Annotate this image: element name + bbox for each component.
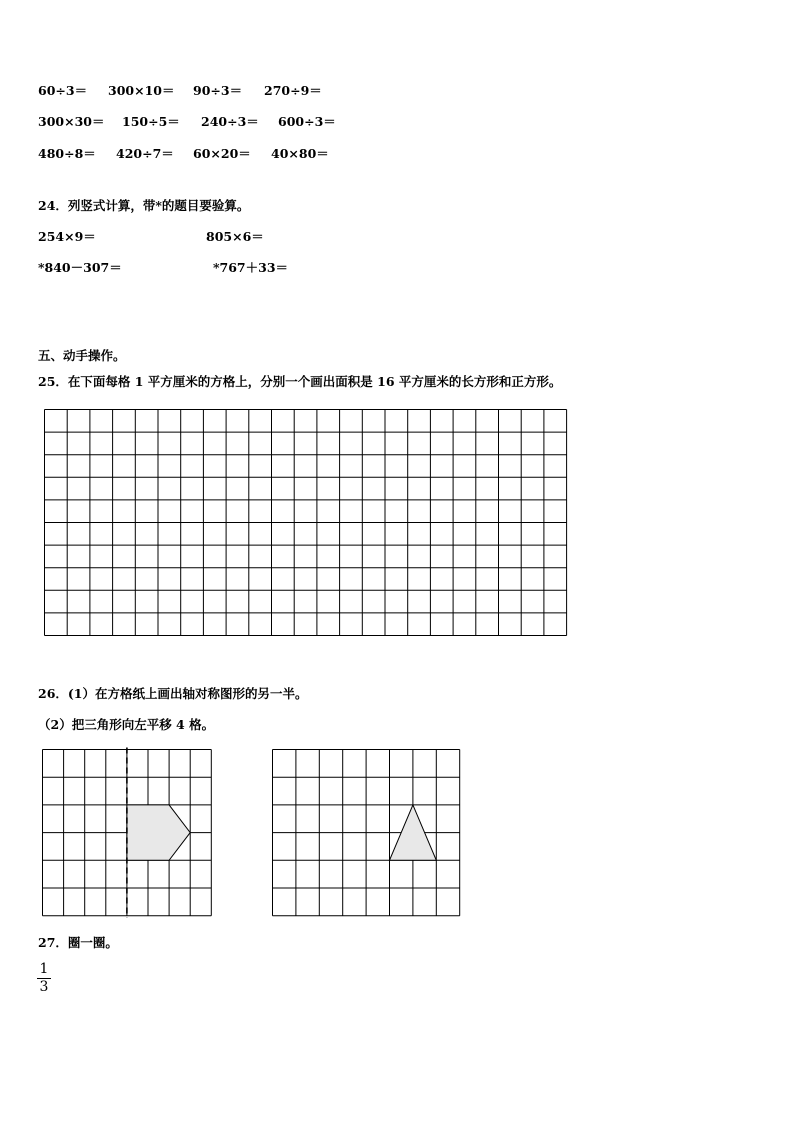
q24-item-805x6: 805×6＝	[206, 229, 264, 244]
calc-420div7: 420÷7＝	[116, 146, 174, 161]
calc-150div5: 150÷5＝	[122, 114, 180, 129]
half-pentagon-shape	[127, 805, 190, 860]
q24-item-767+33: *767＋33＝	[213, 260, 289, 275]
q26-line2: （2）把三角形向左平移 4 格。	[38, 717, 215, 732]
calc-40x80: 40×80＝	[271, 146, 329, 161]
q24-item-254x9: 254×9＝	[38, 229, 96, 244]
fraction-denominator: 3	[39, 979, 49, 995]
q25-title: 25．在下面每格 1 平方厘米的方格上，分别一个画出面积是 16 平方厘米的长方形和正方形。	[38, 374, 562, 389]
calc-60div3: 60÷3＝	[38, 83, 88, 98]
calc-90div3: 90÷3＝	[193, 83, 243, 98]
calc-300x10: 300×10＝	[108, 83, 175, 98]
q27-title: 27．圈一圈。	[38, 935, 118, 950]
q26-line1: 26．(1）在方格纸上画出轴对称图形的另一半。	[38, 686, 308, 701]
calc-240div3: 240÷3＝	[201, 114, 259, 129]
q25-square-grid[interactable]	[45, 410, 567, 636]
calc-300x30: 300×30＝	[38, 114, 105, 129]
q26-translation-grid[interactable]	[273, 750, 460, 916]
q24-item-840-307: *840－307＝	[38, 260, 122, 275]
calc-600div3: 600÷3＝	[278, 114, 336, 129]
q24-title: 24．列竖式计算，带*的题目要验算。	[38, 198, 250, 213]
calc-480div8: 480÷8＝	[38, 146, 96, 161]
calc-60x20: 60×20＝	[193, 146, 251, 161]
fraction-numerator: 1	[39, 961, 49, 977]
calc-270div9: 270÷9＝	[264, 83, 322, 98]
section-5-title: 五、动手操作。	[38, 348, 126, 363]
